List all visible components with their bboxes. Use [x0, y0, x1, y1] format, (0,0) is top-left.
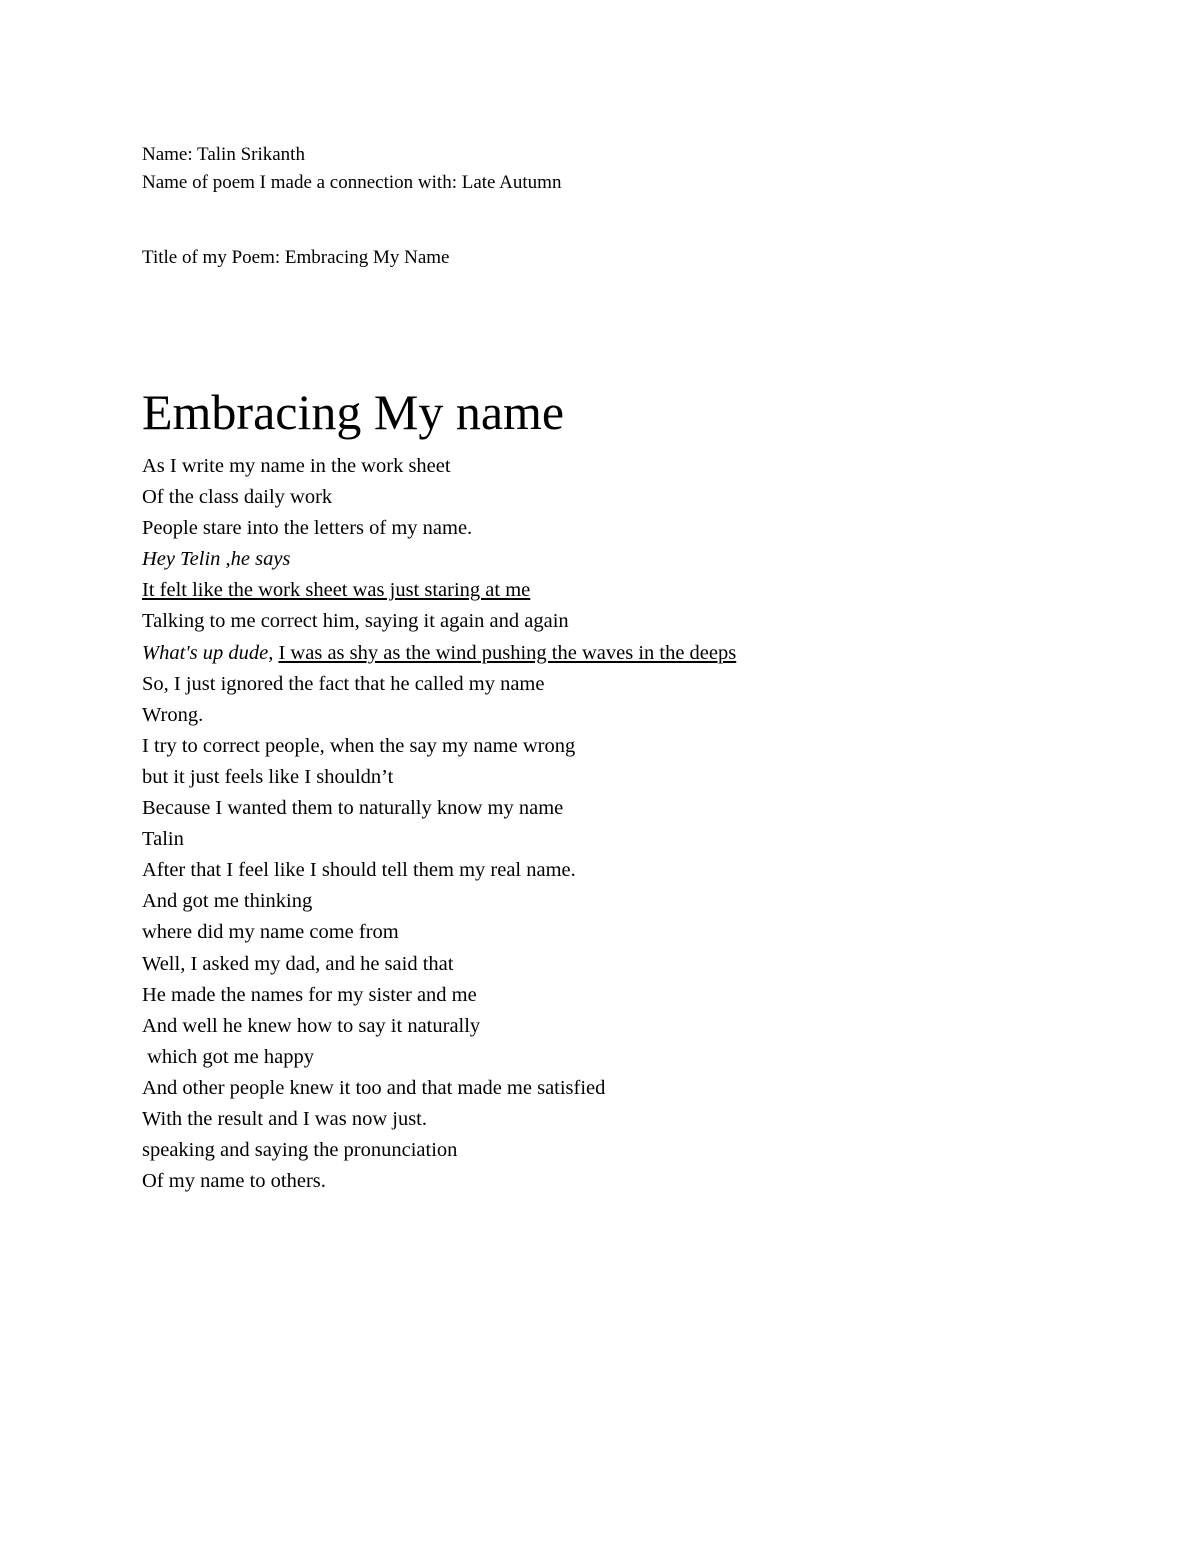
poem-line: Talin: [142, 828, 184, 851]
poem-heading: Embracing My name: [142, 384, 565, 440]
poem-line: After that I feel like I should tell them my real name.: [142, 859, 576, 882]
poem-line: but it just feels like I shouldn’t: [142, 765, 394, 788]
connection-poem-line: Name of poem I made a connection with: Late Autumn: [142, 172, 562, 193]
poem-line: As I write my name in the work sheet: [142, 455, 451, 477]
poem-line: Talking to me correct him, saying it again and again: [142, 610, 569, 633]
poem-line-segment: What's up dude,: [142, 641, 274, 664]
poem-line: Of my name to others.: [142, 1170, 326, 1193]
poem-line: which got me happy: [142, 1045, 314, 1068]
poem-line: where did my name come from: [142, 921, 399, 944]
poem-title-line: Title of my Poem: Embracing My Name: [142, 247, 450, 268]
poem-line: And got me thinking: [142, 890, 313, 913]
poem-body: [142, 451, 736, 1197]
poem-line: Because I wanted them to naturally know my name: [142, 797, 564, 820]
poem-line: And other people knew it too and that made me satisfied: [142, 1076, 606, 1099]
poem-line: With the result and I was now just.: [142, 1107, 427, 1130]
poem-line: I try to correct people, when the say my name wrong: [142, 734, 576, 757]
poem-line: People stare into the letters of my name.: [142, 517, 473, 540]
poem-line-segment: I was as shy as the wind pushing the waves in the deeps: [278, 641, 737, 664]
student-name-line: Name: Talin Srikanth: [142, 144, 305, 165]
poem-line: And well he knew how to say it naturally: [142, 1014, 481, 1037]
header-block: [142, 141, 561, 197]
poem-line: It felt like the work sheet was just staring at me: [142, 579, 531, 602]
poem-line: Wrong.: [142, 703, 204, 726]
poem-line: Hey Telin ,he says: [142, 548, 291, 571]
poem-line: Well, I asked my dad, and he said that: [142, 952, 454, 975]
poem-line: Of the class daily work: [142, 486, 333, 509]
poem-line: speaking and saying the pronunciation: [142, 1139, 458, 1162]
poem-line: He made the names for my sister and me: [142, 983, 477, 1006]
poem-line: So, I just ignored the fact that he called my name: [142, 672, 545, 695]
poem-line: [142, 638, 736, 669]
